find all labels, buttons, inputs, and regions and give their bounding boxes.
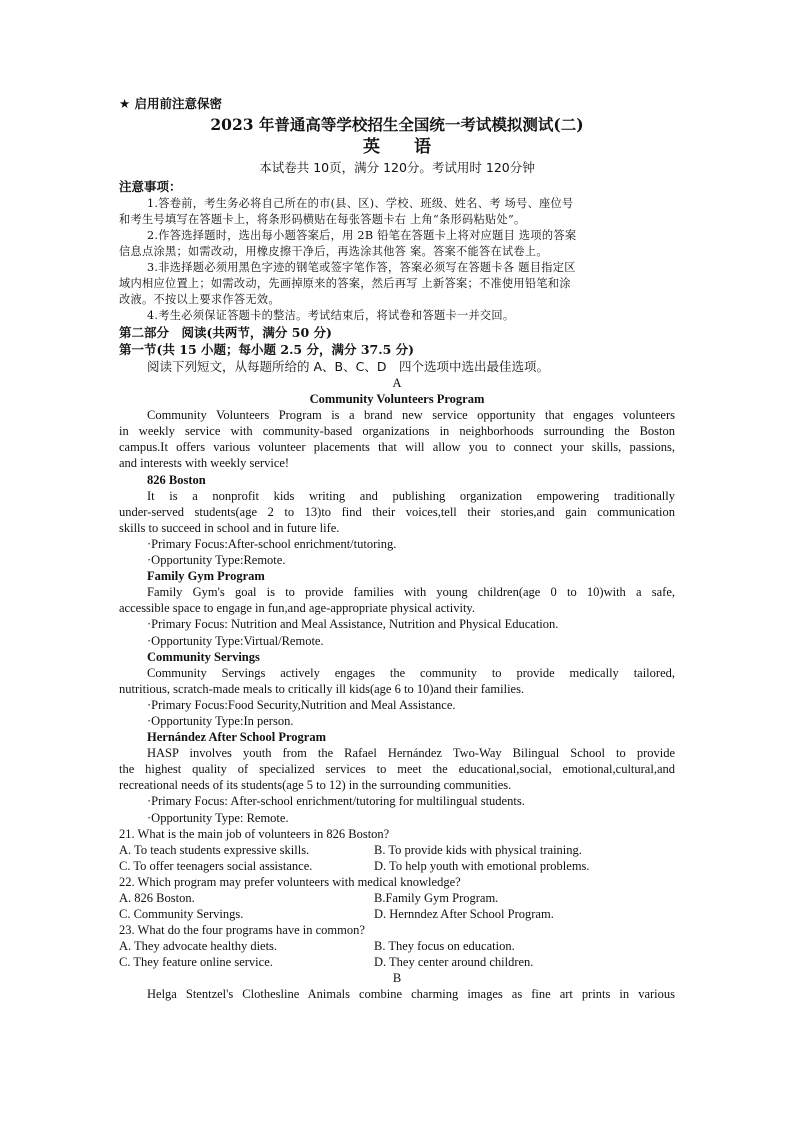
program-desc: It is a nonprofit kids writing and publishing organization empowering traditionally [147, 488, 675, 503]
program-focus: ·Primary Focus: Nutrition and Meal Assistance, Nutrition and Physical Education. [147, 617, 559, 632]
confidential-label: ★ 启用前注意保密 [119, 96, 223, 111]
passage-letter: A [392, 376, 402, 390]
option-b: B.Family Gym Program. [374, 890, 499, 905]
program-name: Hernández After School Program [147, 730, 327, 745]
program-focus: ·Primary Focus:After-school enrichment/tutoring. [147, 536, 397, 551]
notes-heading: 注意事项： [119, 179, 182, 194]
program-desc: skills to succeed in school and in future life. [119, 520, 340, 535]
program-name: Community Servings [147, 649, 260, 664]
question-stem: 22. Which program may prefer volunteers with medical knowledge? [119, 874, 461, 889]
program-desc: Community Servings actively engages the community to provide medically tailored, [147, 665, 675, 680]
part-heading: 第二部分 阅读(共两节，满分 50 分) [119, 325, 332, 340]
note-line: 改液。不按以上要求作答无效。 [119, 293, 280, 306]
option-a: A. 826 Boston. [119, 890, 195, 905]
option-c: C. They feature online service. [119, 954, 273, 969]
passage-letter: B [392, 970, 402, 985]
option-b: B. They focus on education. [374, 938, 515, 953]
question-stem: 23. What do the four programs have in common? [119, 922, 365, 937]
program-name: 826 Boston [147, 472, 206, 487]
option-row [119, 890, 675, 906]
option-row [119, 954, 675, 970]
passage-line: campus.It offers various volunteer placements that will allow you to connect your skills, passions, [119, 440, 675, 455]
option-a: A. They advocate healthy diets. [119, 938, 278, 953]
option-row [119, 906, 675, 922]
exam-info: 本试卷共 10页，满分 120分。考试用时 120分钟 [259, 160, 535, 175]
program-desc: under-served students(age 2 to 13)to find their voices,tell their stories,and gain communication [119, 504, 675, 519]
note-line: 2.作答选择题时，选出每小题答案后，用 2B 铅笔在答题卡上将对应题目 选项的答案 [147, 229, 577, 242]
option-c: C. To offer teenagers social assistance. [119, 858, 313, 873]
passage-line: and interests with weekly service! [119, 456, 290, 471]
note-line: 4.考生必须保证答题卡的整洁。考试结束后，将试卷和答题卡一并交回。 [147, 309, 515, 322]
option-d: D. They center around children. [374, 954, 534, 969]
option-row [119, 842, 675, 858]
note-line: 域内相应位置上；如需改动，先画掉原来的答案，然后再写 上新答案；不准使用铅笔和涂 [119, 277, 571, 290]
passage-line: Community Volunteers Program is a brand new service opportunity that engages volunteers [147, 408, 675, 423]
question-stem: 21. What is the main job of volunteers in 826 Boston? [119, 826, 390, 841]
option-d: D. Hernndez After School Program. [374, 906, 554, 921]
option-row [119, 938, 675, 954]
program-desc: HASP involves youth from the Rafael Hernández Two-Way Bilingual School to provide [147, 746, 675, 761]
exam-page [119, 94, 675, 1002]
option-a: A. To teach students expressive skills. [119, 842, 310, 857]
program-type: ·Opportunity Type:In person. [147, 713, 294, 728]
program-type: ·Opportunity Type: Remote. [147, 810, 289, 825]
program-focus: ·Primary Focus: After-school enrichment/tutoring for multilingual students. [147, 794, 525, 809]
exam-title: 2023 年普通高等学校招生全国统一考试模拟测试(二) [210, 115, 584, 134]
program-desc: accessible space to engage in fun,and age-appropriate physical activity. [119, 601, 475, 616]
program-name: Family Gym Program [147, 569, 265, 584]
program-type: ·Opportunity Type:Virtual/Remote. [147, 633, 324, 648]
passage-line: in weekly service with community-based organizations in neighborhoods surrounding the Boston [119, 424, 675, 439]
option-c: C. Community Servings. [119, 906, 244, 921]
program-desc: the highest quality of specialized services to meet the educational,social, emotional,cultural,and [119, 762, 675, 777]
note-line: 1.答卷前，考生务必将自己所在的市(县、区)、学校、班级、姓名、考 场号、座位号 [147, 197, 574, 210]
passage-line: Helga Stentzel's Clothesline Animals combine charming images as fine art prints in various [147, 987, 675, 1001]
program-desc: Family Gym's goal is to provide families with young children(age 0 to 10)with a safe, [147, 585, 675, 600]
subject-title: 英 语 [363, 137, 445, 157]
program-type: ·Opportunity Type:Remote. [147, 553, 286, 568]
program-focus: ·Primary Focus:Food Security,Nutrition and Meal Assistance. [147, 697, 456, 712]
note-line: 3.非选择题必须用黑色字迹的钢笔或签字笔作答，答案必须写在答题卡各 题目指定区 [147, 261, 576, 274]
program-desc: nutritious, scratch-made meals to critically ill kids(age 6 to 10)and their families. [119, 681, 525, 696]
passage-title: Community Volunteers Program [309, 392, 485, 407]
instruction-text: 阅读下列短文，从每题所给的 A、B、C、D 四个选项中选出最佳选项。 [147, 359, 549, 374]
section-heading: 第一节(共 15 小题；每小题 2.5 分，满分 37.5 分) [119, 342, 415, 357]
program-desc: recreational needs of its students(age 5 to 12) in the surrounding communities. [119, 778, 512, 793]
note-line: 和考生号填写在答题卡上，将条形码横贴在每张答题卡右 上角“条形码粘贴处”。 [119, 213, 526, 226]
option-row [119, 858, 675, 874]
note-line: 信息点涂黑；如需改动，用橡皮擦干净后，再选涂其他答 案。答案不能答在试卷上。 [119, 245, 548, 258]
option-b: B. To provide kids with physical training. [374, 842, 582, 857]
option-d: D. To help youth with emotional problems. [374, 858, 590, 873]
